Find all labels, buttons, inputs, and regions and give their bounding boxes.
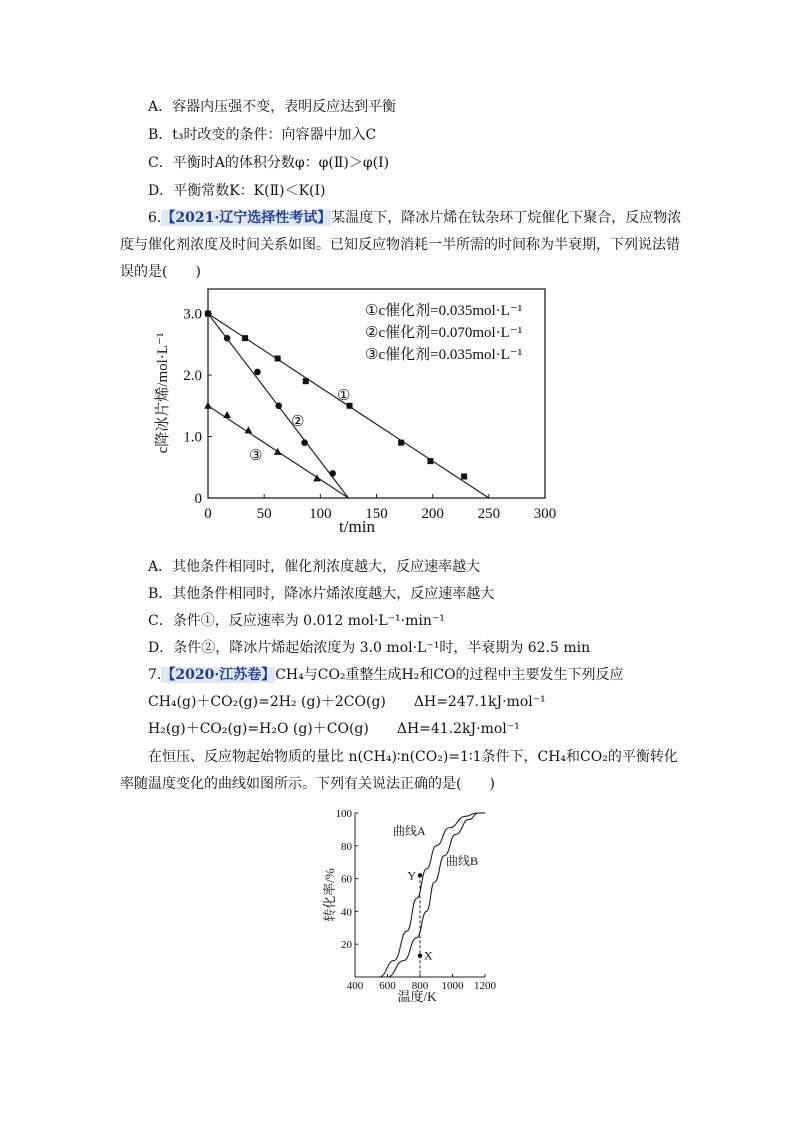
q5-option-a: A．容器内压强不变，表明反应达到平衡 xyxy=(148,99,397,115)
chart1-point-square xyxy=(461,473,467,479)
chart2-y-tick-label: 100 xyxy=(335,808,352,820)
chart1-y-tick-label: 2.0 xyxy=(183,368,202,385)
chart2-x-tick-label: 800 xyxy=(411,980,429,992)
q7-condition-line-1: 在恒压、反应物起始物质的量比 n(CH₄)∶n(CO₂)=1∶1条件下，CH₄和CO₂的平衡转化 xyxy=(148,749,678,765)
chart1-x-tick-label: 300 xyxy=(533,506,557,522)
q7-stem-line-1 xyxy=(148,664,624,684)
q6-stem-line-2: 度与催化剂浓度及时间关系如图。已知反应物消耗一半所需的时间称为半衰期，下列说法错 xyxy=(120,237,680,253)
q7-source-tag: 【2020·江苏卷】 xyxy=(161,667,276,683)
chart1-point-triangle xyxy=(274,448,282,455)
q7-stem-text: CH₄与CO₂重整生成H₂和CO的过程中主要发生下列反应 xyxy=(275,667,624,683)
chart1-point-circle xyxy=(301,439,308,446)
chart1-x-tick-label: 150 xyxy=(365,506,388,522)
chart1-point-circle xyxy=(329,470,336,477)
q6-source-tag: 【2021·辽宁选择性考试】 xyxy=(161,210,332,226)
q6-stem-text: 某温度下，降冰片烯在钛杂环丁烷催化下聚合，反应物浓 xyxy=(331,210,682,226)
chart2-point-y xyxy=(418,873,422,877)
chart1-y-tick-label: 0 xyxy=(194,491,202,507)
q7-condition-line-2: 率随温度变化的曲线如图所示。下列有关说法正确的是( ) xyxy=(120,776,495,792)
chart1-x-tick-label: 250 xyxy=(477,506,501,522)
chart1-series-label-1: ① xyxy=(337,388,351,404)
chart2-x-tick-label: 600 xyxy=(379,980,396,992)
chart2-curve-a-label: 曲线A xyxy=(393,824,426,838)
chart1-point-circle xyxy=(205,310,212,317)
chart1-point-square xyxy=(303,378,309,384)
chart1-series-label-2: ② xyxy=(291,414,305,430)
q6-number: 6. xyxy=(148,210,162,226)
chart1-legend-3: ③c催化剂=0.035mol·L⁻¹ xyxy=(365,347,523,363)
chart1-x-tick-label: 0 xyxy=(204,506,212,522)
q6-option-a: A．其他条件相同时，催化剂浓度越大，反应速率越大 xyxy=(148,559,481,575)
chart2-y-tick-label: 80 xyxy=(341,840,352,853)
q5-option-c: C．平衡时A的体积分数φ：φ(Ⅱ)＞φ(Ⅰ) xyxy=(148,155,390,171)
chart1-x-tick-label: 100 xyxy=(309,506,332,522)
chart1-point-square xyxy=(427,458,433,464)
chart1-point-triangle xyxy=(245,426,253,433)
chart1-point-square xyxy=(398,440,404,446)
q6-stem-line-3: 误的是( ) xyxy=(120,264,201,280)
q6-option-c: C．条件①，反应速率为 0.012 mol·L⁻¹·min⁻¹ xyxy=(148,613,445,629)
chart1-y-axis-label: c降冰片烯/mol·L⁻¹ xyxy=(155,332,171,454)
chart2-curve-b-label: 曲线B xyxy=(446,854,479,868)
chart1-y-tick-label: 1.0 xyxy=(183,429,202,446)
chart2-x-tick-label: 1000 xyxy=(441,980,464,992)
chart1-y-tick-label: 3.0 xyxy=(183,306,202,323)
chart2-x-tick-label: 1200 xyxy=(474,980,496,992)
q6-option-b: B．其他条件相同时，降冰片烯浓度越大，反应速率越大 xyxy=(148,586,495,602)
chart1-legend-2: ②c催化剂=0.070mol·L⁻¹ xyxy=(365,325,523,341)
q7-equation-1: CH₄(g)＋CO₂(g)=2H₂ (g)＋2CO(g) ΔH=247.1kJ·mol⁻¹ xyxy=(148,694,546,710)
chart1-frame xyxy=(208,289,545,498)
chart1-point-square xyxy=(275,355,281,361)
chart1-point-circle xyxy=(275,402,282,409)
chart2-x-axis-label: 温度/K xyxy=(397,989,437,1004)
conversion-temperature-chart xyxy=(322,805,512,1005)
chart2-x-tick-label: 400 xyxy=(346,980,364,992)
chart1-x-axis-label: t/min xyxy=(339,517,375,535)
chart1-series-label-3: ③ xyxy=(249,448,263,464)
chart2-point-x xyxy=(418,953,422,957)
q6-option-d: D．条件②，降冰片烯起始浓度为 3.0 mol·L⁻¹时，半衰期为 62.5 min xyxy=(148,640,591,656)
chart2-label-y: Y xyxy=(407,868,416,883)
q5-option-d: D．平衡常数K：K(Ⅱ)＜K(Ⅰ) xyxy=(148,183,326,199)
chart2-label-x: X xyxy=(424,948,433,963)
chart1-legend-1: ①c催化剂=0.035mol·L⁻¹ xyxy=(365,303,523,319)
q7-number: 7. xyxy=(148,667,162,683)
chart1-point-circle xyxy=(224,335,231,342)
chart1-point-triangle xyxy=(223,411,231,418)
chart2-y-tick-label: 60 xyxy=(341,873,352,886)
q5-option-b: B．t₃时改变的条件：向容器中加入C xyxy=(148,127,377,143)
q6-stem-line-1 xyxy=(148,207,681,227)
chart1-point-triangle xyxy=(204,402,212,409)
chart2-y-tick-label: 20 xyxy=(341,939,352,952)
q7-equation-2: H₂(g)＋CO₂(g)=H₂O (g)＋CO(g) ΔH=41.2kJ·mol⁻¹ xyxy=(148,721,520,737)
concentration-time-chart xyxy=(145,285,585,535)
chart1-point-circle xyxy=(254,369,261,376)
chart1-x-tick-label: 200 xyxy=(421,506,444,522)
chart2-y-axis-label: 转化率/% xyxy=(322,868,337,922)
chart1-point-square xyxy=(242,335,248,341)
chart1-x-tick-label: 50 xyxy=(256,506,272,522)
chart2-y-tick-label: 40 xyxy=(341,906,352,919)
